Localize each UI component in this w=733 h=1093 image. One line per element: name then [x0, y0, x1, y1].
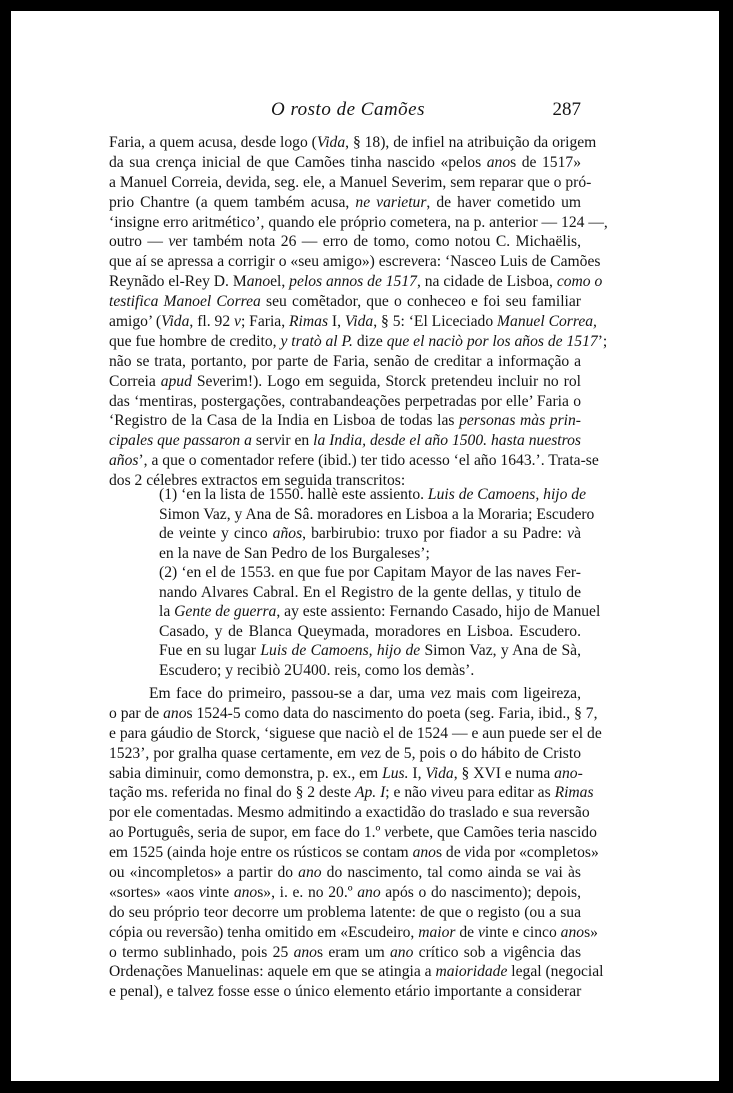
running-title: O rosto de Camões — [271, 99, 425, 120]
quote-line: (1) ‘en la lista de 1550. hallè este assiento. Luis de Camoens, hijo de — [159, 486, 587, 503]
text-line: das ‘mentiras, postergações, contrabandeações perpetradas por elle’ Faria o — [109, 392, 581, 410]
text-line: dos 2 célebres extractos em seguida transcritos: — [109, 472, 406, 490]
text-line: que fue hombre de credito, y tratò al P. dize que el naciò por los años de 1517’; — [109, 332, 608, 350]
text-line: ‘Registro de la Casa de la India en Lisboa de todas las personas màs prin- — [109, 412, 581, 430]
text-line: sabia diminuir, como demonstra, p. ex., em Lus. I, Vida, § XVI e numa ano- — [109, 764, 583, 782]
paragraph-2 — [109, 684, 604, 1002]
quote-line: Escudero; y recibiò 2U400. reis, como los demàs’. — [159, 661, 475, 679]
quote-line: (2) ‘en el de 1553. en que fue por Capitam Mayor de las naves Fer- — [159, 564, 581, 581]
text-line: não se trata, portanto, por parte de Faria, senão de creditar a informação a — [109, 352, 581, 370]
text-line: amigo’ (Vida, fl. 92 v; Faria, Rimas I, Vida, § 5: ‘El Liceciado Manuel Correa, — [109, 313, 597, 331]
book-page — [11, 11, 719, 1081]
text-line: Correia apud Severim!). Logo em seguida, Storck pretendeu incluir no rol — [109, 372, 581, 390]
text-line: por ele comentadas. Mesmo admitindo a exactidão do traslado e sua reversão — [109, 804, 590, 822]
paragraph-1 — [109, 133, 608, 491]
text-line: cópia ou reversão) tenha omitido em «Escudeiro, maior de vinte e cinco anos» — [109, 923, 598, 941]
text-line: e penal), e talvez fosse esse o único elemento etário importante a considerar — [109, 983, 582, 1001]
text-line: Ordenações Manuelinas: aquele em que se atingia a maioridade legal (negocial — [109, 963, 604, 981]
text-line: ou «incompletos» a partir do ano do nascimento, tal como ainda se vai às — [109, 864, 581, 882]
text-line: «sortes» «aos vinte anos», i. e. no 20.º ano após o do nascimento); depois, — [109, 883, 581, 901]
text-line: prio Chantre (a quem também acusa, ne varietur, de haver cometido um — [109, 193, 582, 211]
text-line: e para gáudio de Storck, ‘siguese que naciò el de 1524 — e aun puede ser el de — [109, 724, 602, 742]
quote-line: Fue en su lugar Luis de Camoens, hijo de Simon Vaz, y Ana de Sà, — [159, 642, 581, 659]
text-line: 1523’, por gralha quase certamente, em vez de 5, pois o do hábito de Cristo — [109, 744, 581, 762]
quote-line: Casado, y de Blanca Queymada, moradores en Lisboa. Escudero. — [159, 622, 581, 640]
text-line: que aí se apressa a corrigir o «seu amigo») escrevera: ‘Nasceo Luis de Camões — [109, 253, 601, 271]
quote-line: en la nave de San Pedro de los Burgaleses’; — [159, 544, 430, 562]
text-line: a Manuel Correia, devida, seg. ele, a Manuel Severim, sem reparar que o pró- — [109, 173, 592, 191]
text-line: testifica Manoel Correa seu comẽtador, que o conheceo e foi seu familiar — [109, 293, 581, 311]
text-line: Reynãdo el-Rey D. Manoel, pelos annos de 1517, na cidade de Lisboa, como o — [109, 273, 603, 291]
text-line: tação ms. referida no final do § 2 deste Ap. I; e não viveu para editar as Rimas — [109, 784, 594, 802]
quote-line: la Gente de guerra, ay este assiento: Fernando Casado, hijo de Manuel — [159, 603, 601, 620]
quote-line: de veinte y cinco años, barbirubio: truxo por fiador a su Padre: và — [159, 525, 582, 542]
text-line: Em face do primeiro, passou-se a dar, uma vez mais com ligeireza, — [149, 685, 581, 702]
text-line: outro — ver também nota 26 — erro de tomo, como notou C. Michaëlis, — [109, 233, 581, 251]
page-number: 287 — [552, 99, 581, 120]
text-line: Faria, a quem acusa, desde logo (Vida, § 18), de infiel na atribuição da origem — [109, 134, 597, 151]
text-line: do seu próprio teor decorre um problema latente: de que o registo (ou a sua — [109, 903, 581, 921]
text-line: cipales que passaron a servir en la India, desde el año 1500. hasta nuestros — [109, 432, 581, 450]
text-line: da sua crença inicial de que Camões tinha nascido «pelos anos de 1517» — [109, 153, 581, 171]
text-line: años’, a que o comentador refere (ibid.) ter tido acesso ‘el año 1643.’. Trata-se — [109, 452, 599, 470]
text-line: o par de anos 1524-5 como data do nascimento do poeta (seg. Faria, ibid., § 7, — [109, 704, 598, 722]
text-line: em 1525 (ainda hoje entre os rústicos se contam anos de vida por «completos» — [109, 844, 599, 862]
block-quote — [159, 485, 601, 680]
page-header — [109, 99, 581, 127]
text-line: ‘insigne erro aritmético’, quando ele próprio cometera, na p. anterior — 124 —, — [109, 213, 608, 231]
quote-line: Simon Vaz, y Ana de Sâ. moradores en Lisboa a la Moraria; Escudero — [159, 505, 595, 523]
quote-line: nando Alvares Cabral. En el Registro de la gente dellas, y titulo de — [159, 583, 581, 601]
text-line: o termo sublinhado, pois 25 anos eram um ano crítico sob a vigência das — [109, 943, 582, 961]
text-line: ao Português, seria de supor, em face do 1.º verbete, que Camões teria nascido — [109, 824, 597, 842]
